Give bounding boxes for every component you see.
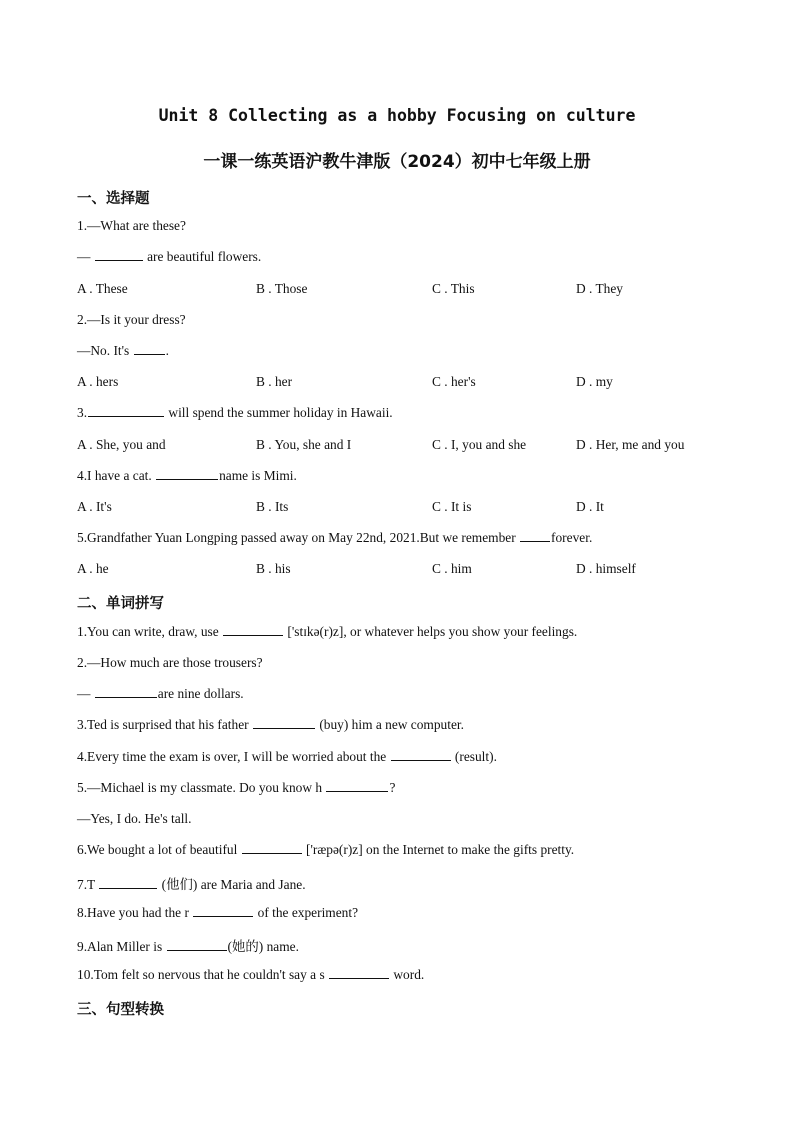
s2-q4-blank[interactable] — [391, 759, 451, 761]
s2-q1-post: ['stɪkə(r)z], or whatever helps you show your feelings. — [284, 624, 578, 639]
s2-q9 — [77, 936, 299, 955]
q3-option-b[interactable]: B . You, she and I — [256, 437, 352, 452]
s2-q5-post: ? — [389, 780, 396, 795]
q5-post: forever. — [551, 530, 593, 545]
q1-option-c[interactable]: C . This — [432, 281, 475, 296]
s2-q5-reply: —Yes, I do. He's tall. — [77, 811, 192, 826]
q4-option-d[interactable]: D . It — [576, 499, 604, 514]
s2-q9-blank[interactable] — [167, 949, 227, 951]
q4-option-c[interactable]: C . It is — [432, 499, 472, 514]
q1-option-a[interactable]: A . These — [77, 281, 128, 296]
s2-q3-blank[interactable] — [253, 727, 315, 729]
s2-q6-pre: 6.We bought a lot of beautiful — [77, 842, 241, 857]
s2-q4-post: (result). — [451, 749, 497, 764]
s2-q9-post: (她的) name. — [227, 939, 299, 954]
s2-q2-blank[interactable] — [95, 696, 157, 698]
q4-pre: 4.I have a cat. — [77, 468, 156, 483]
q5-blank[interactable] — [520, 540, 550, 542]
s2-q5-blank[interactable] — [326, 790, 388, 792]
q2-option-c[interactable]: C . her's — [432, 374, 476, 389]
s2-q3 — [77, 717, 464, 733]
s2-q10-pre: 10.Tom felt so nervous that he couldn't say a s — [77, 967, 329, 982]
s2-q10 — [77, 967, 424, 983]
q4-post: name is Mimi. — [219, 468, 297, 483]
q4-stem — [77, 468, 297, 484]
q1-option-b[interactable]: B . Those — [256, 281, 308, 296]
s2-q8-blank[interactable] — [193, 915, 253, 917]
section-heading-choice: 一、选择题 — [77, 191, 150, 207]
s2-q1 — [77, 624, 577, 640]
s2-q4-pre: 4.Every time the exam is over, I will be worried about the — [77, 749, 390, 764]
q4-blank[interactable] — [156, 478, 218, 480]
q3-option-d[interactable]: D . Her, me and you — [576, 437, 685, 452]
s2-q5-pre: 5.—Michael is my classmate. Do you know h — [77, 780, 326, 795]
s2-q6-post: ['ræpə(r)z] on the Internet to make the gifts pretty. — [302, 842, 575, 857]
s2-q3-pre: 3.Ted is surprised that his father — [77, 717, 252, 732]
q3-blank[interactable] — [88, 415, 164, 417]
q5-option-b[interactable]: B . his — [256, 561, 291, 576]
s2-q2-post: are nine dollars. — [157, 686, 244, 701]
q2-option-b[interactable]: B . her — [256, 374, 293, 389]
s2-q8-post: of the experiment? — [254, 905, 359, 920]
s2-q10-blank[interactable] — [329, 977, 389, 979]
q2-line2-pre: —No. It's — [77, 343, 133, 358]
s2-q7 — [77, 874, 306, 893]
q5-option-d[interactable]: D . himself — [576, 561, 636, 576]
q5-option-a[interactable]: A . he — [77, 561, 109, 576]
title-line-2: 一课一练英语沪教牛津版（2024）初中七年级上册 — [203, 152, 591, 172]
s2-q8-pre: 8.Have you had the r — [77, 905, 193, 920]
s2-q9-pre: 9.Alan Miller is — [77, 939, 166, 954]
s2-q3-post: (buy) him a new computer. — [315, 717, 464, 732]
q3-stem — [77, 405, 393, 421]
s2-q2-answer-line — [77, 686, 244, 702]
q2-option-d[interactable]: D . my — [576, 374, 613, 389]
q3-post: will spend the summer holiday in Hawaii. — [165, 405, 393, 420]
s2-q5 — [77, 780, 395, 796]
q4-option-b[interactable]: B . Its — [256, 499, 289, 514]
s2-q4 — [77, 749, 497, 765]
s2-q2-pre: — — [77, 686, 94, 701]
q3-option-c[interactable]: C . I, you and she — [432, 437, 527, 452]
q5-option-c[interactable]: C . him — [432, 561, 472, 576]
q3-option-a[interactable]: A . She, you and — [77, 437, 166, 452]
q4-option-a[interactable]: A . It's — [77, 499, 112, 514]
s2-q7-blank[interactable] — [99, 887, 157, 889]
s2-q6-blank[interactable] — [242, 852, 302, 854]
q2-line2 — [77, 343, 169, 359]
s2-q7-post: (他们) are Maria and Jane. — [158, 877, 306, 892]
q1-option-d[interactable]: D . They — [576, 281, 623, 296]
q2-blank[interactable] — [134, 353, 165, 355]
s2-q1-pre: 1.You can write, draw, use — [77, 624, 223, 639]
q2-option-a[interactable]: A . hers — [77, 374, 119, 389]
q1-line2 — [77, 249, 261, 265]
s2-q1-blank[interactable] — [223, 634, 283, 636]
q1-blank[interactable] — [95, 259, 143, 261]
q1-line2-pre: — — [77, 249, 94, 264]
q2-prompt: 2.—Is it your dress? — [77, 312, 186, 327]
s2-q6 — [77, 842, 574, 858]
s2-q10-post: word. — [390, 967, 425, 982]
q5-pre: 5.Grandfather Yuan Longping passed away on May 22nd, 2021.But we remember — [77, 530, 520, 545]
s2-q7-pre: 7.T — [77, 877, 99, 892]
section-heading-transform: 三、句型转换 — [77, 1002, 164, 1018]
q1-prompt: 1.—What are these? — [77, 218, 186, 233]
q3-pre: 3. — [77, 405, 88, 420]
q1-line2-post: are beautiful flowers. — [143, 249, 262, 264]
s2-q2-prompt: 2.—How much are those trousers? — [77, 655, 263, 670]
q5-stem — [77, 530, 592, 546]
section-heading-spelling: 二、单词拼写 — [77, 596, 164, 612]
s2-q8 — [77, 905, 358, 921]
q2-line2-post: . — [165, 343, 169, 358]
title-line-1: Unit 8 Collecting as a hobby Focusing on culture — [158, 106, 636, 125]
